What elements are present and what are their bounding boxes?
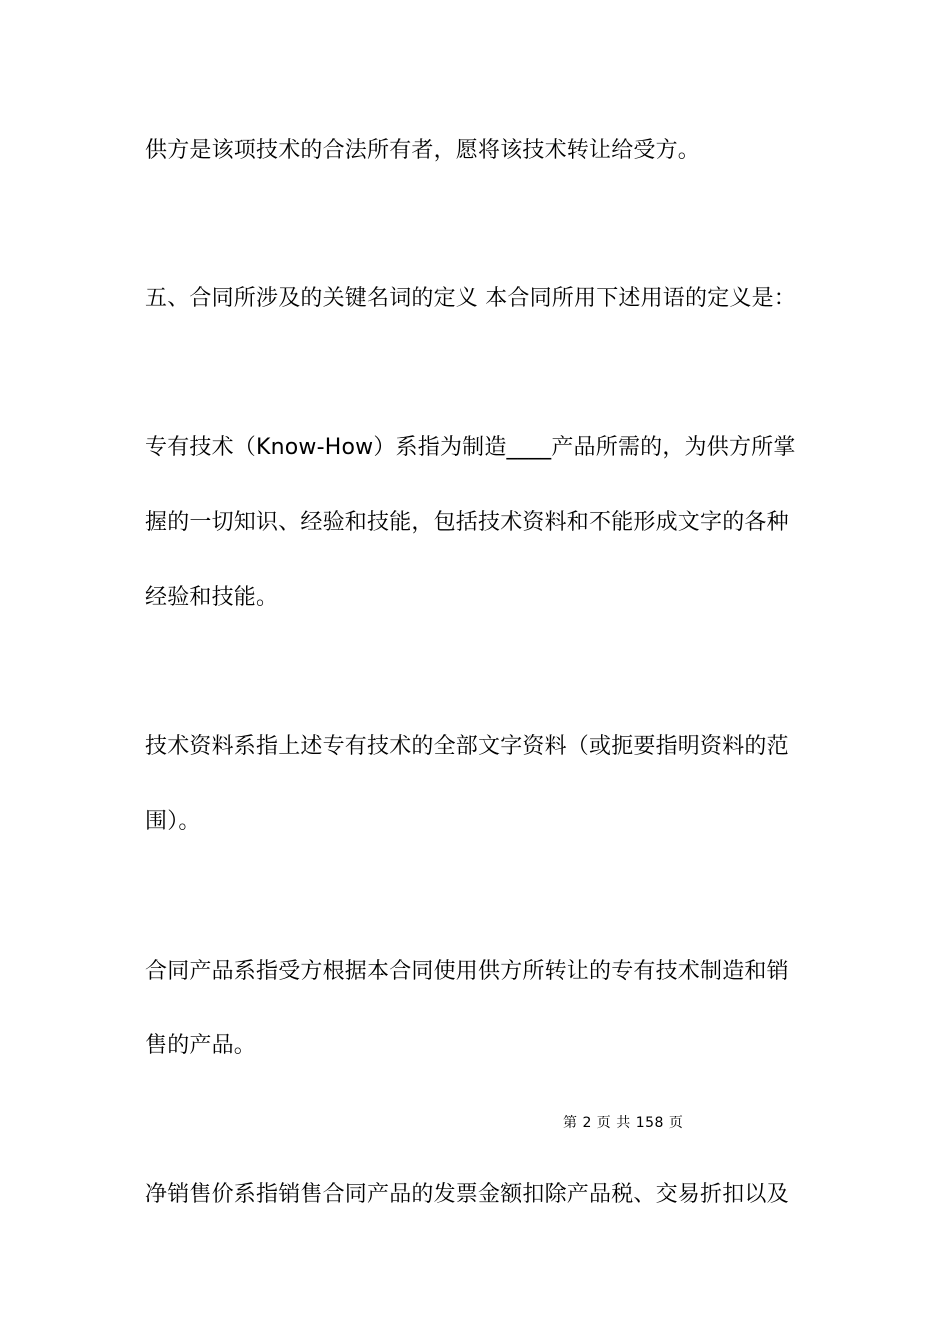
paragraph-knowhow-line-3: 经验和技能。 bbox=[145, 585, 279, 610]
paragraph-knowhow-line-1: 专有技术（Know-How）系指为制造____产品所需的，为供方所掌 bbox=[145, 435, 796, 460]
page-number-footer: 第 2 页 共 158 页 bbox=[563, 1115, 684, 1131]
paragraph-supplier-ownership: 供方是该项技术的合法所有者，愿将该技术转让给受方。 bbox=[145, 138, 701, 163]
section-five-heading: 五、合同所涉及的关键名词的定义 本合同所用下述用语的定义是： bbox=[145, 286, 796, 311]
paragraph-technical-data-line-1: 技术资料系指上述专有技术的全部文字资料（或扼要指明资料的范 bbox=[145, 734, 789, 759]
paragraph-contract-product-line-1: 合同产品系指受方根据本合同使用供方所转让的专有技术制造和销 bbox=[145, 959, 789, 984]
paragraph-technical-data-line-2: 围）。 bbox=[145, 809, 201, 834]
paragraph-contract-product-line-2: 售的产品。 bbox=[145, 1033, 257, 1058]
paragraph-net-sales-price-line-1: 净销售价系指销售合同产品的发票金额扣除产品税、交易折扣以及 bbox=[145, 1182, 789, 1207]
paragraph-knowhow-line-2: 握的一切知识、经验和技能，包括技术资料和不能形成文字的各种 bbox=[145, 510, 789, 535]
